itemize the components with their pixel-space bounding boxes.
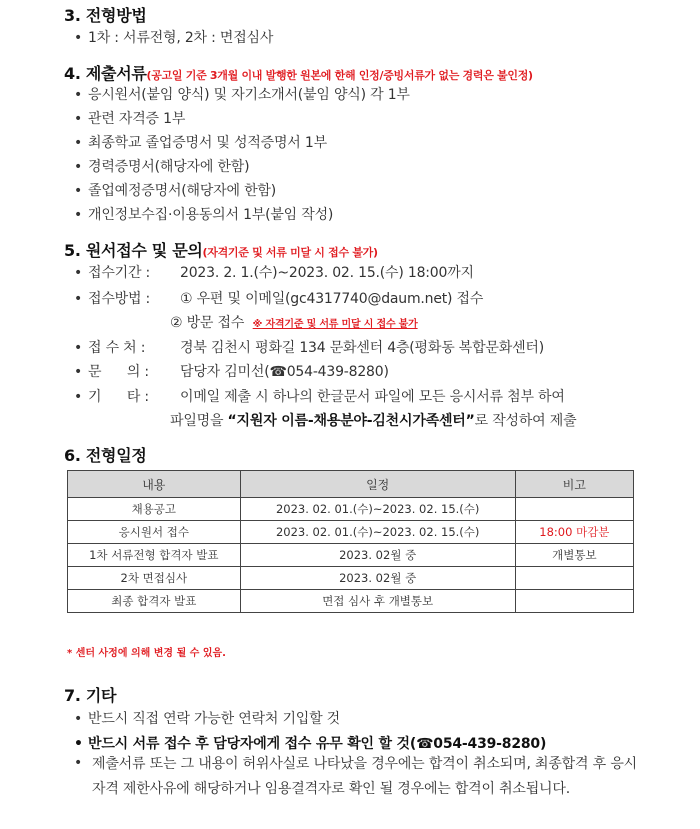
table-cell: 채용공고 — [68, 498, 241, 521]
header-remark: 비고 — [515, 471, 633, 498]
inquiry-value: 담당자 김미선(☎054-439-8280) — [180, 364, 389, 380]
table-row — [68, 498, 634, 521]
table-cell — [515, 567, 633, 590]
method-note: ※ 자격기준 및 서류 미달 시 접수 불가 — [252, 319, 418, 330]
header-schedule: 일정 — [240, 471, 515, 498]
place-label: 접 수 처 : — [88, 340, 146, 356]
table-cell: 최종 합격자 발표 — [68, 590, 241, 613]
method-label: 접수방법 : — [88, 291, 151, 307]
section-5-title — [64, 238, 660, 261]
list-item: • 반드시 서류 접수 후 담당자에게 접수 유무 확인 할 것(☎054-439-8280) — [74, 736, 547, 752]
table-row — [68, 521, 634, 544]
table-cell: 1차 서류전형 합격자 발표 — [68, 544, 241, 567]
table-cell: 응시원서 접수 — [68, 521, 241, 544]
table-cell: 2023. 02. 01.(수)~2023. 02. 15.(수) — [240, 498, 515, 521]
table-cell: 2차 면접심사 — [68, 567, 241, 590]
etc-label: 기 타 : — [88, 389, 149, 405]
inquiry-label: 문 의 : — [88, 364, 149, 380]
list-item: • 경력증명서(해당자에 한함) — [74, 159, 250, 175]
schedule-footnote: * 센터 사정에 의해 변경 될 수 있음. — [67, 648, 226, 659]
etc-row-2 — [170, 410, 576, 430]
list-item: • 반드시 직접 연락 가능한 연락처 기입할 것 — [74, 711, 341, 727]
method-value-1: ① 우편 및 이메일(gc4317740@daum.net) 접수 — [180, 291, 484, 307]
table-row — [68, 567, 634, 590]
list-item: • 응시원서(붙임 양식) 및 자기소개서(붙임 양식) 각 1부 — [74, 87, 410, 103]
period-row: • 접수기간 : 2023. 2. 1.(수)~2023. 02. 15.(수) 18:00까지 — [74, 262, 474, 282]
etc-value-2b: “지원자 이름-채용분야-김천시가족센터” — [227, 413, 475, 429]
period-value: 2023. 2. 1.(수)~2023. 02. 15.(수) 18:00까지 — [180, 265, 474, 281]
list-item: • 1차 : 서류전형, 2차 : 면접심사 — [74, 30, 274, 46]
place-row: • 접 수 처 : 경북 김천시 평화길 134 문화센터 4층(평화동 복합문화센터) — [74, 337, 544, 357]
section-5-heading: 5. 원서접수 및 문의 — [64, 241, 203, 260]
table-cell — [515, 498, 633, 521]
list-item: • 관련 자격증 1부 — [74, 111, 186, 127]
table-row — [68, 544, 634, 567]
section-3-title: 3. 전형방법 — [64, 6, 147, 25]
section-4-title — [64, 61, 660, 84]
list-item: 제출서류 또는 그 내용이 허위사실로 나타났을 경우에는 합격이 취소되며, 최종합격 후 응시자격 제한사유에 해당하거나 임용결격자로 확인 될 경우에는 합격이 취소됩니다. — [92, 756, 637, 797]
table-cell: 면접 심사 후 개별통보 — [240, 590, 515, 613]
table-cell: 개별통보 — [515, 544, 633, 567]
etc-row: • 기 타 : 이메일 제출 시 하나의 한글문서 파일에 모든 응시서류 첨부 하여 — [74, 386, 565, 406]
method-row-2 — [170, 312, 418, 332]
schedule-table — [67, 470, 634, 613]
list-item: • 개인정보수집·이용동의서 1부(붙임 작성) — [74, 207, 334, 223]
table-cell: 2023. 02월 중 — [240, 544, 515, 567]
list-item: • 졸업예정증명서(해당자에 한함) — [74, 183, 276, 199]
table-cell — [515, 590, 633, 613]
section-4-note: (공고일 기준 3개월 이내 발행한 원본에 한해 인정/증빙서류가 없는 경력은 불인정) — [146, 69, 533, 82]
etc-value-2a: 파일명을 — [170, 413, 228, 429]
table-cell: 18:00 마감분 — [515, 521, 633, 544]
method-value-2: ② 방문 접수 — [170, 315, 245, 331]
section-7-title: 7. 기타 — [64, 686, 117, 705]
inquiry-row: • 문 의 : 담당자 김미선(☎054-439-8280) — [74, 361, 389, 381]
table-header-row — [68, 471, 634, 498]
period-label: 접수기간 : — [88, 265, 151, 281]
table-cell: 2023. 02. 01.(수)~2023. 02. 15.(수) — [240, 521, 515, 544]
etc-value-1: 이메일 제출 시 하나의 한글문서 파일에 모든 응시서류 첨부 하여 — [180, 389, 565, 405]
section-6-title: 6. 전형일정 — [64, 446, 147, 465]
section-5-note: (자격기준 및 서류 미달 시 접수 불가) — [202, 246, 378, 259]
list-item: • 최종학교 졸업증명서 및 성적증명서 1부 — [74, 135, 327, 151]
place-value: 경북 김천시 평화길 134 문화센터 4층(평화동 복합문화센터) — [180, 340, 544, 356]
table-row — [68, 590, 634, 613]
method-row: • 접수방법 : ① 우편 및 이메일(gc4317740@daum.net) 접수 — [74, 288, 483, 308]
header-content: 내용 — [68, 471, 241, 498]
etc-value-2c: 로 작성하여 제출 — [474, 413, 577, 429]
table-cell: 2023. 02월 중 — [240, 567, 515, 590]
section-4-heading: 4. 제출서류 — [64, 64, 147, 83]
list-item-bullet: • — [74, 755, 83, 771]
